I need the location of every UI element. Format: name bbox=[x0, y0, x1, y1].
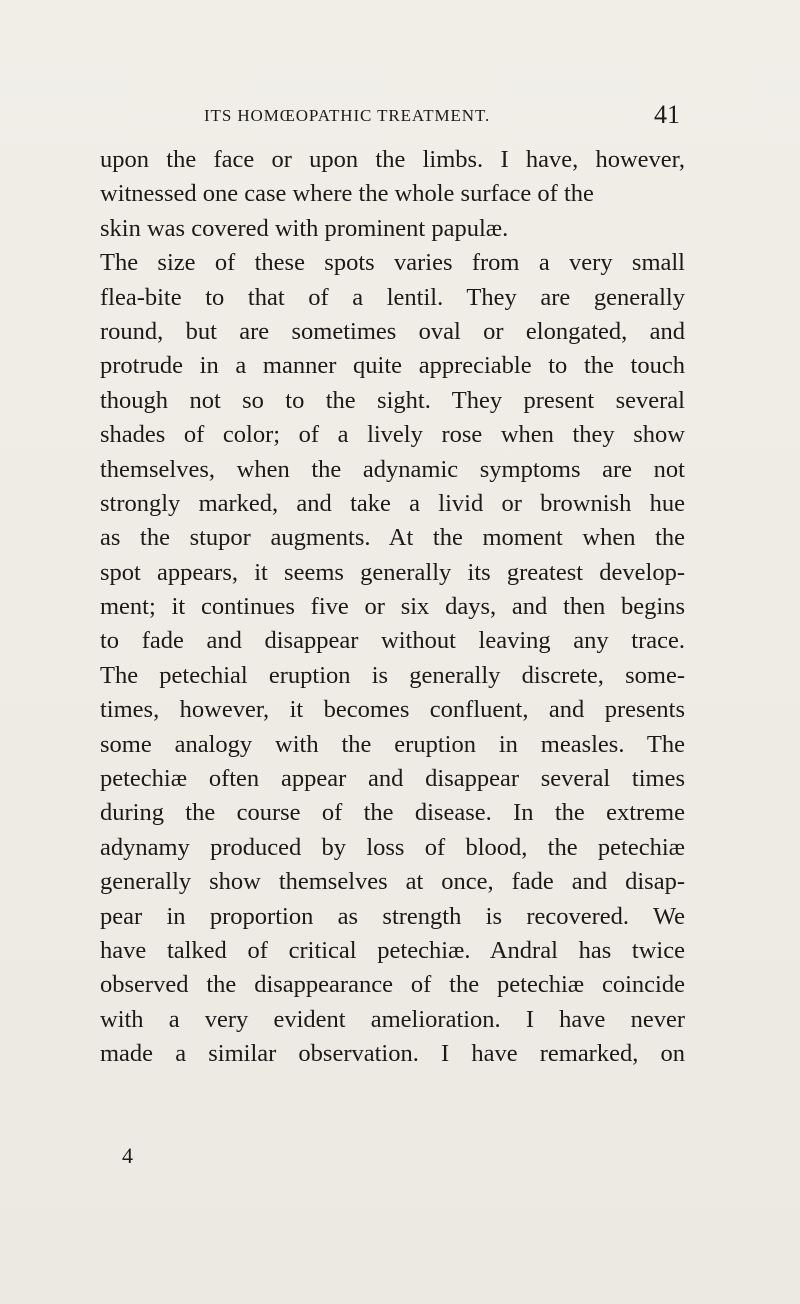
text-line: petechiæ often appear and disappear several times bbox=[100, 765, 685, 793]
text-line: times, however, it becomes confluent, and presents bbox=[100, 696, 685, 724]
text-line: The size of these spots varies from a very small bbox=[100, 249, 685, 277]
text-line: strongly marked, and take a livid or brownish hue bbox=[100, 489, 685, 517]
text-line: during the course of the disease. In the extreme bbox=[100, 799, 685, 827]
text-line: themselves, when the adynamic symptoms are not bbox=[100, 455, 685, 483]
signature-mark: 4 bbox=[122, 1143, 133, 1168]
text-line: pear in proportion as strength is recovered. We bbox=[100, 902, 685, 930]
text-line: as the stupor augments. At the moment when the bbox=[100, 524, 685, 552]
text-line: protrude in a manner quite appreciable to the touch bbox=[100, 352, 685, 380]
text-line: made a similar observation. I have remarked, on bbox=[100, 1040, 685, 1068]
text-line: though not so to the sight. They present several bbox=[100, 386, 685, 414]
text-line: some analogy with the eruption in measles. The bbox=[100, 730, 685, 758]
text-line: skin was covered with prominent papulæ. bbox=[100, 214, 509, 242]
running-head-title: ITS HOMŒOPATHIC TREATMENT. bbox=[204, 106, 491, 125]
page-number: 41 bbox=[654, 100, 680, 129]
text-line: observed the disappearance of the petechiæ coincide bbox=[100, 971, 685, 999]
text-line: have talked of critical petechiæ. Andral has twice bbox=[100, 936, 685, 964]
text-line: to fade and disappear without leaving any trace. bbox=[100, 627, 685, 655]
text-line: adynamy produced by loss of blood, the petechiæ bbox=[100, 833, 685, 861]
running-head bbox=[100, 100, 680, 133]
text-line: ment; it continues five or six days, and then begins bbox=[100, 593, 685, 621]
text-line: with a very evident amelioration. I have never bbox=[100, 1005, 685, 1033]
text-line: upon the face or upon the limbs. I have, however, bbox=[100, 146, 685, 173]
text-line: round, but are sometimes oval or elongated, and bbox=[100, 317, 685, 345]
text-line: The petechial eruption is generally discrete, some- bbox=[100, 661, 685, 689]
text-line: spot appears, it seems generally its greatest develop- bbox=[100, 558, 685, 586]
text-line: witnessed one case where the whole surface of the bbox=[100, 180, 594, 208]
text-line: shades of color; of a lively rose when they show bbox=[100, 421, 685, 449]
body-text bbox=[100, 143, 685, 1072]
text-line: flea-bite to that of a lentil. They are generally bbox=[100, 283, 685, 311]
text-line: generally show themselves at once, fade and disap- bbox=[100, 868, 685, 896]
